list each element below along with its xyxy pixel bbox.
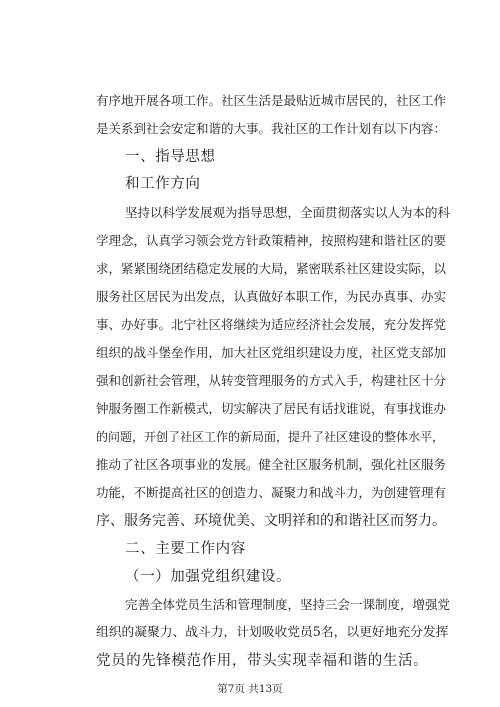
body-text-line: 组织的战斗堡垒作用，加大社区党组织建设力度，社区党支部加 — [96, 345, 447, 360]
body-text-line: 强和创新社会管理，从转变管理服务的方式入手，构建社区十分 — [96, 373, 447, 388]
body-text-line: 是关系到社会安定和谐的大事。我社区的工作计划有以下内容： — [96, 121, 447, 136]
body-text-line: 序、服务完善、环境优美、文明祥和的和谐社区而努力。 — [96, 513, 446, 529]
body-text-line: 服务社区居民为出发点，认真做好本职工作，为民办真事、办实 — [96, 289, 447, 304]
body-text-line: 事、办好事。北宁社区将继续为适应经济社会发展，充分发挥党 — [96, 317, 447, 332]
body-text-line: 功能，不断提高社区的创造力、凝聚力和战斗力，为创建管理有 — [96, 485, 447, 500]
body-text-line: 学理念，认真学习领会党方针政策精神，按照构建和谐社区的要 — [96, 233, 447, 248]
subsection-heading: （一）加强党组织建设。 — [125, 569, 292, 585]
body-text-line: 的问题，开创了社区工作的新局面，提升了社区建设的整体水平， — [96, 430, 445, 444]
body-text-line: 推动了社区各项事业的发展。健全社区服务机制，强化社区服务 — [96, 457, 447, 472]
body-text-line: 钟服务圈工作新模式，切实解决了居民有话找谁说，有事找谁办 — [96, 401, 447, 416]
body-text-line: 坚持以科学发展观为指导思想，全面贯彻落实以人为本的科 — [125, 205, 451, 220]
section-heading: 二、主要工作内容 — [125, 541, 246, 557]
body-text-line: 求，紧紧围绕团结稳定发展的大局，紧密联系社区建设实际，以 — [96, 261, 447, 276]
body-text-line: 有序地开展各项工作。社区生活是最贴近城市居民的，社区工作 — [96, 93, 447, 108]
body-text-line: 党员的先锋模范作用，带头实现幸福和谐的生活。 — [96, 653, 429, 669]
body-text-line: 组织的凝聚力、战斗力，计划吸收党员5名，以更好地充分发挥 — [96, 625, 449, 640]
body-text-line: 完善全体党员生活和管理制度，坚持三会一课制度，增强党 — [125, 597, 451, 612]
section-heading: 一、指导思想 — [125, 149, 216, 165]
page-footer: 第7页 共13页 — [217, 683, 283, 695]
section-heading-continuation: 和工作方向 — [125, 176, 201, 192]
